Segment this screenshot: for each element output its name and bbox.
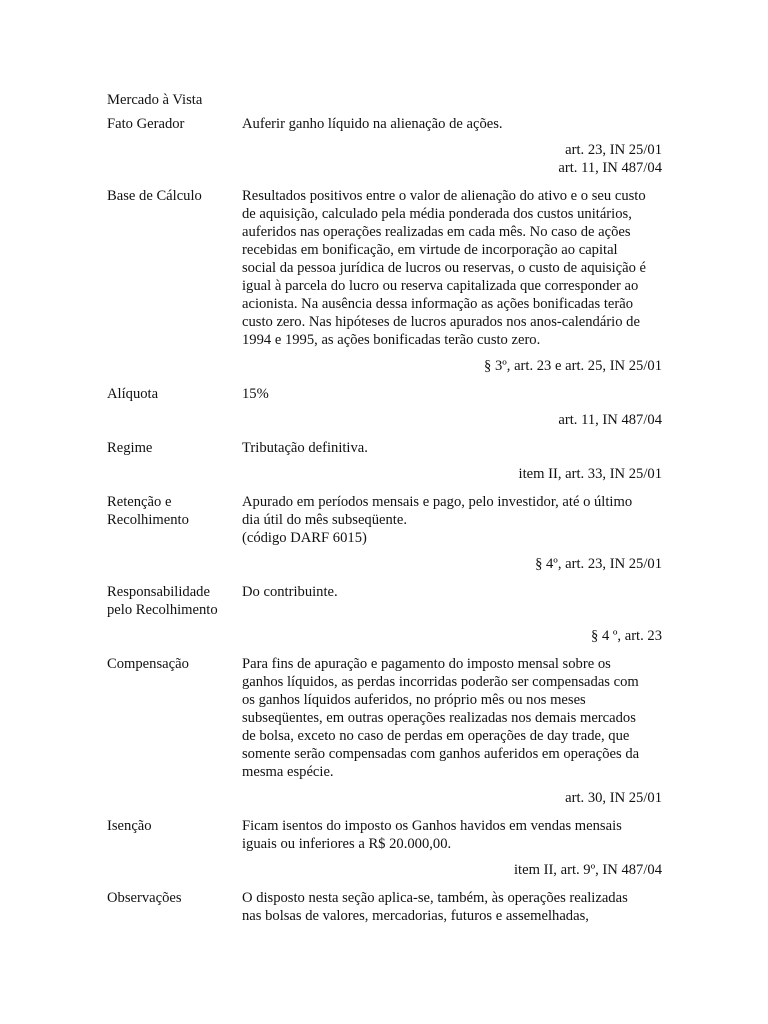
row-text-line: social da pessoa jurídica de lucros ou reservas, o custo de aquisição é <box>242 260 647 276</box>
row-text-line: Auferir ganho líquido na alienação de ações. <box>242 116 503 132</box>
row-text-line: de aquisição, calculado pela média ponderada dos custos unitários, <box>242 206 632 222</box>
row-text-line: Para fins de apuração e pagamento do imposto mensal sobre os <box>242 656 611 672</box>
row-text-line: Resultados positivos entre o valor de alienação do ativo e o seu custo <box>242 188 646 204</box>
row-text-line: subseqüentes, em outras operações realizadas nos demais mercados <box>242 710 636 726</box>
row-label <box>107 889 242 907</box>
row-text-line: de bolsa, exceto no caso de perdas em operações de day trade, que <box>242 728 630 744</box>
table-row <box>107 889 662 925</box>
page-title: Mercado à Vista <box>107 92 203 108</box>
legal-reference-line: art. 11, IN 487/04 <box>558 412 662 428</box>
row-text-line: acionista. Na ausência dessa informação as ações bonificadas terão <box>242 296 634 312</box>
legal-reference <box>107 555 662 573</box>
row-label <box>107 493 242 529</box>
table-section <box>107 115 662 177</box>
table-section <box>107 385 662 429</box>
row-text-line: recebidas em bonificação, em virtude de incorporação ao capital <box>242 242 618 258</box>
legal-reference-line: item II, art. 9º, IN 487/04 <box>514 862 662 878</box>
legal-reference-line: item II, art. 33, IN 25/01 <box>518 466 662 482</box>
row-label-line: Isenção <box>107 818 152 834</box>
row-text-line: custo zero. Nas hipóteses de lucros apurados nos anos-calendário de <box>242 314 640 330</box>
table-row <box>107 187 662 349</box>
row-label <box>107 385 242 403</box>
table-row <box>107 115 662 133</box>
row-label <box>107 115 242 133</box>
tax-table <box>107 115 662 925</box>
row-label <box>107 439 242 457</box>
row-text-line: somente serão compensadas com ganhos auferidos em operações da <box>242 746 640 762</box>
table-section <box>107 889 662 925</box>
row-content <box>242 115 662 133</box>
row-text-line: Ficam isentos do imposto os Ganhos havidos em vendas mensais <box>242 818 622 834</box>
table-section <box>107 655 662 807</box>
row-content <box>242 817 662 853</box>
row-text-line: Tributação definitiva. <box>242 440 368 456</box>
table-row <box>107 817 662 853</box>
legal-reference <box>107 411 662 429</box>
row-label <box>107 655 242 673</box>
row-label-line: Fato Gerador <box>107 116 185 132</box>
row-text-line: os ganhos líquidos auferidos, no próprio mês ou nos meses <box>242 692 586 708</box>
legal-reference <box>107 627 662 645</box>
row-text-line: igual à parcela do lucro ou reserva capitalizada que corresponder ao <box>242 278 639 294</box>
row-label-line: Regime <box>107 440 153 456</box>
document-page <box>107 91 662 935</box>
row-content <box>242 385 662 403</box>
row-label-line: Retenção e <box>107 494 172 510</box>
row-content <box>242 583 662 601</box>
row-label-line: Base de Cálculo <box>107 188 202 204</box>
row-content <box>242 655 662 781</box>
legal-reference-line: § 3º, art. 23 e art. 25, IN 25/01 <box>484 358 662 374</box>
legal-reference <box>107 789 662 807</box>
table-section <box>107 817 662 879</box>
row-text-line: dia útil do mês subseqüente. <box>242 512 407 528</box>
table-section <box>107 493 662 573</box>
legal-reference <box>107 141 662 177</box>
row-label-line: pelo Recolhimento <box>107 602 218 618</box>
row-text-line: Apurado em períodos mensais e pago, pelo investidor, até o último <box>242 494 633 510</box>
legal-reference-line: art. 30, IN 25/01 <box>565 790 662 806</box>
row-text-line: mesma espécie. <box>242 764 334 780</box>
row-text-line: Do contribuinte. <box>242 584 338 600</box>
legal-reference-line: § 4 º, art. 23 <box>591 628 662 644</box>
table-section <box>107 187 662 375</box>
row-text-line: iguais ou inferiores a R$ 20.000,00. <box>242 836 452 852</box>
table-section <box>107 583 662 645</box>
table-row <box>107 583 662 619</box>
legal-reference-line: art. 11, IN 487/04 <box>558 160 662 176</box>
legal-reference-line: § 4º, art. 23, IN 25/01 <box>535 556 662 572</box>
row-label-line: Observações <box>107 890 182 906</box>
row-label-line: Recolhimento <box>107 512 189 528</box>
table-section <box>107 439 662 483</box>
row-label <box>107 583 242 619</box>
row-label-line: Compensação <box>107 656 189 672</box>
row-text-line: nas bolsas de valores, mercadorias, futuros e assemelhadas, <box>242 908 589 924</box>
row-text-line: auferidos nas operações realizadas em cada mês. No caso de ações <box>242 224 631 240</box>
row-content <box>242 889 662 925</box>
row-label <box>107 817 242 835</box>
row-content <box>242 439 662 457</box>
row-text-line: 15% <box>242 386 269 402</box>
table-row <box>107 655 662 781</box>
row-label-line: Alíquota <box>107 386 159 402</box>
row-label-line: Responsabilidade <box>107 584 210 600</box>
legal-reference <box>107 861 662 879</box>
legal-reference-line: art. 23, IN 25/01 <box>565 142 662 158</box>
table-row <box>107 385 662 403</box>
legal-reference <box>107 357 662 375</box>
row-label <box>107 187 242 205</box>
row-text-line: O disposto nesta seção aplica-se, também, às operações realizadas <box>242 890 628 906</box>
row-content <box>242 187 662 349</box>
table-row <box>107 439 662 457</box>
row-text-line: ganhos líquidos, as perdas incorridas poderão ser compensadas com <box>242 674 639 690</box>
legal-reference <box>107 465 662 483</box>
row-text-line: 1994 e 1995, as ações bonificadas terão custo zero. <box>242 332 541 348</box>
row-content <box>242 493 662 547</box>
table-row <box>107 493 662 547</box>
row-text-line: (código DARF 6015) <box>242 530 367 546</box>
